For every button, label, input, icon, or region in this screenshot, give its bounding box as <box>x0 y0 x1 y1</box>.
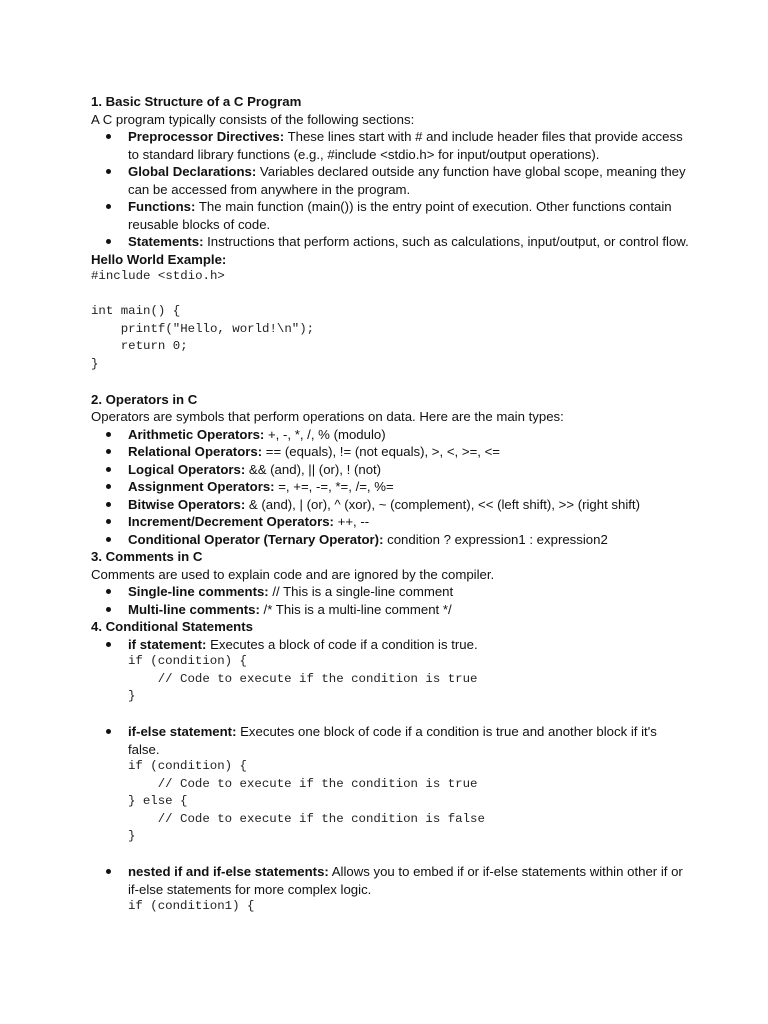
list-item <box>91 198 691 233</box>
list-item <box>91 723 691 758</box>
section-4-list <box>91 723 691 758</box>
item-text: && (and), || (or), ! (not) <box>245 461 382 477</box>
hello-world-code: #include <stdio.h> int main() { printf("Hello, world!\n"); return 0; } <box>91 269 315 371</box>
list-item <box>91 233 691 251</box>
item-term: Assignment Operators: <box>128 479 275 494</box>
section-1-intro: A C program typically consists of the following sections: <box>91 111 415 127</box>
item-term: Single-line comments: <box>128 584 269 599</box>
list-item <box>91 513 691 531</box>
item-text: & (and), | (or), ^ (xor), ~ (complement), << (left shift), >> (right shift) <box>245 496 640 512</box>
item-term: if-else statement: <box>128 724 237 739</box>
item-term: Preprocessor Directives: <box>128 129 285 144</box>
item-term: Conditional Operator (Ternary Operator): <box>128 531 384 547</box>
item-text: =, +=, -=, *=, /=, %= <box>274 479 394 494</box>
item-text: Instructions that perform actions, such as calculations, input/output, or control flow. <box>203 234 689 249</box>
item-term: Bitwise Operators: <box>128 496 246 512</box>
item-text: +, -, *, /, % (modulo) <box>264 426 386 442</box>
item-text: Executes a block of code if a condition is true. <box>206 636 478 652</box>
list-item <box>91 163 691 198</box>
section-2-heading: 2. Operators in C <box>91 391 198 407</box>
section-2-intro: Operators are symbols that perform operations on data. Here are the main types: <box>91 409 564 424</box>
section-3-intro: Comments are used to explain code and are ignored by the compiler. <box>91 566 495 582</box>
item-text: // This is a single-line comment <box>268 584 454 599</box>
item-text: Variables declared outside any function have global scope, meaning they can be accessed from anywhere in the program. <box>128 164 686 197</box>
section-2-list <box>91 426 691 549</box>
item-term: Arithmetic Operators: <box>128 426 265 442</box>
item-term: Increment/Decrement Operators: <box>128 514 334 529</box>
item-term: Relational Operators: <box>128 444 263 459</box>
example-heading: Hello World Example: <box>91 251 227 267</box>
section-3-heading: 3. Comments in C <box>91 549 203 564</box>
list-item <box>91 478 691 496</box>
if-else-code: if (condition) { // Code to execute if the condition is true } else { // Code to execute if the condition is false } <box>128 759 485 843</box>
item-text: These lines start with # and include header files that provide access to standard library functions (e.g., #include <stdio.h> for input/output operations). <box>128 129 683 162</box>
item-text: condition ? expression1 : expression2 <box>383 531 608 547</box>
nested-if-code: if (condition1) { <box>128 899 255 913</box>
section-4-list <box>91 636 691 654</box>
item-term: Global Declarations: <box>128 164 257 179</box>
list-item <box>91 461 691 479</box>
item-term: if statement: <box>128 636 207 652</box>
document-page <box>91 93 691 916</box>
item-text: Executes one block of code if a condition is true and another block if it's false. <box>128 724 657 757</box>
list-item <box>91 863 691 898</box>
list-item <box>91 601 691 619</box>
list-item <box>91 636 691 654</box>
item-term: Statements: <box>128 234 204 249</box>
item-text: The main function (main()) is the entry point of execution. Other functions contain reusable blocks of code. <box>128 199 672 232</box>
section-4-list <box>91 863 691 898</box>
item-text: /* This is a multi-line comment */ <box>259 601 452 617</box>
list-item <box>91 531 691 549</box>
list-item <box>91 583 691 601</box>
item-text: ++, -- <box>333 514 370 529</box>
item-text: == (equals), != (not equals), >, <, >=, <= <box>262 444 500 459</box>
item-text: Allows you to embed if or if-else statements within other if or if-else statements for more complex logic. <box>128 864 683 897</box>
item-term: nested if and if-else statements: <box>128 864 329 879</box>
section-3-list <box>91 583 691 618</box>
list-item <box>91 496 691 514</box>
section-4-heading: 4. Conditional Statements <box>91 619 253 634</box>
section-1-list <box>91 128 691 251</box>
item-term: Multi-line comments: <box>128 601 260 617</box>
list-item <box>91 128 691 163</box>
list-item <box>91 426 691 444</box>
item-term: Functions: <box>128 199 196 214</box>
item-term: Logical Operators: <box>128 461 246 477</box>
section-1-heading: 1. Basic Structure of a C Program <box>91 94 302 109</box>
if-code: if (condition) { // Code to execute if the condition is true } <box>128 654 478 703</box>
list-item <box>91 443 691 461</box>
